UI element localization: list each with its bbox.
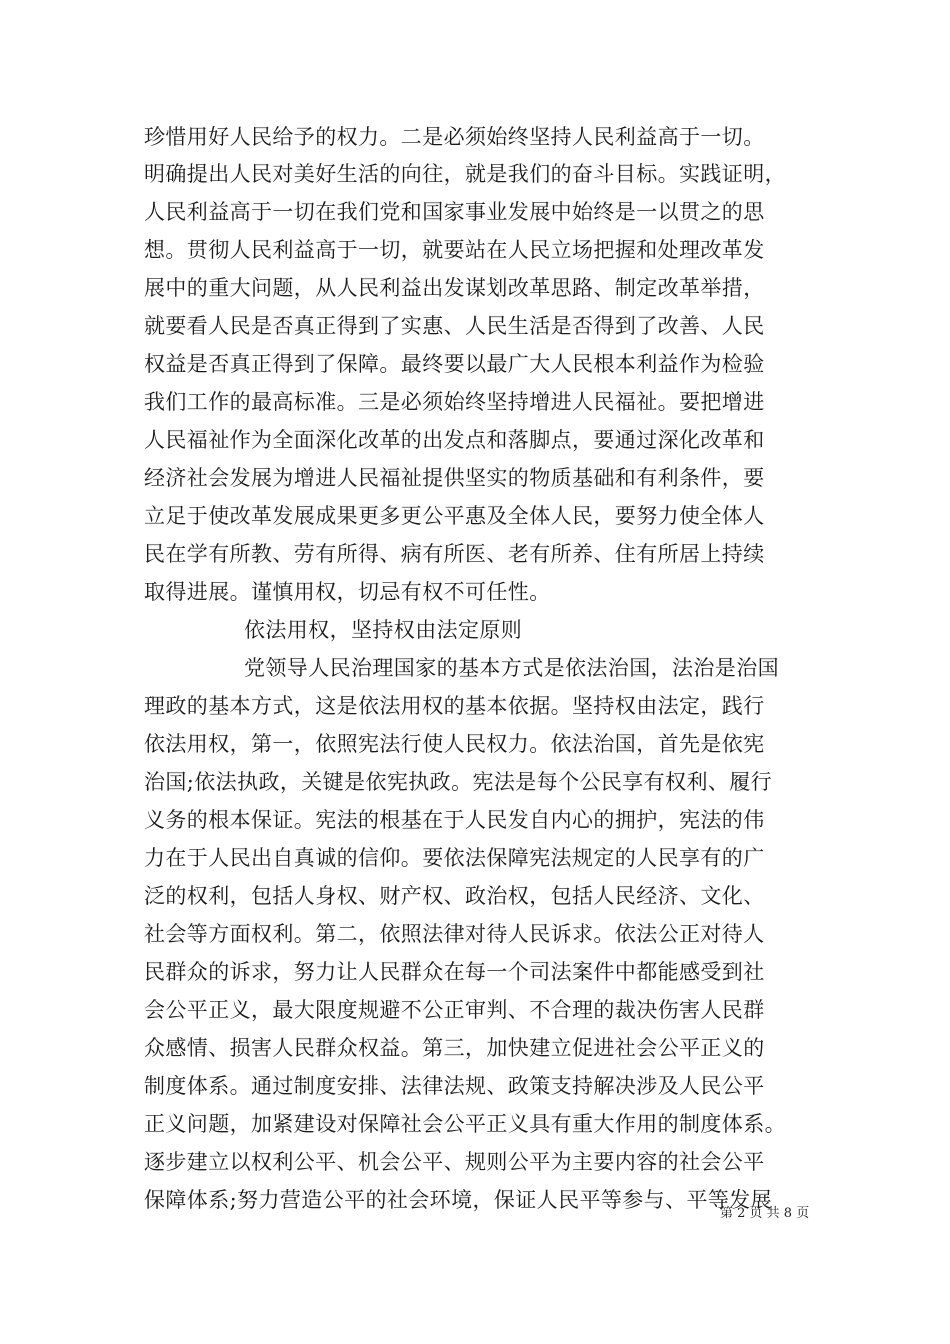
body-text-line: 经济社会发展为增进人民福祉提供坚实的物质基础和有利条件，要 <box>144 466 765 490</box>
body-text-line: 权益是否真正得到了保障。最终要以最广大人民根本利益作为检验 <box>144 352 765 376</box>
page-number-footer: 第 2 页 共 8 页 <box>720 1206 810 1221</box>
body-text-line: 力在于人民出自真诚的信仰。要依法保障宪法规定的人民享有的广 <box>144 846 765 870</box>
body-text-line: 保障体系;努力营造公平的社会环境，保证人民平等参与、平等发展 <box>144 1188 773 1212</box>
body-text-line: 我们工作的最高标准。三是必须始终坚持增进人民福祉。要把增进 <box>144 390 765 414</box>
body-text-line: 义务的根本保证。宪法的根基在于人民发自内心的拥护，宪法的伟 <box>144 808 765 832</box>
body-text-line: 取得进展。谨慎用权，切忌有权不可任性。 <box>144 580 551 604</box>
body-text-line: 就要看人民是否真正得到了实惠、人民生活是否得到了改善、人民 <box>144 314 765 338</box>
body-text-line: 人民福祉作为全面深化改革的出发点和落脚点，要通过深化改革和 <box>144 428 765 452</box>
body-text-line: 民群众的诉求，努力让人民群众在每一个司法案件中都能感受到社 <box>144 960 765 984</box>
body-text-line: 想。贯彻人民利益高于一切，就要站在人民立场把握和处理改革发 <box>144 238 765 262</box>
body-text-line: 泛的权利，包括人身权、财产权、政治权，包括人民经济、文化、 <box>144 884 765 908</box>
body-text-line: 社会等方面权利。第二，依照法律对待人民诉求。依法公正对待人 <box>144 922 765 946</box>
body-text-line: 理政的基本方式，这是依法用权的基本依据。坚持权由法定，践行 <box>144 694 765 718</box>
paragraph-first-line: 党领导人民治理国家的基本方式是依法治国，法治是治国 <box>244 656 779 680</box>
body-text-line: 众感情、损害人民群众权益。第三，加快建立促进社会公平正义的 <box>144 1036 765 1060</box>
body-text-line: 珍惜用好人民给予的权力。二是必须始终坚持人民利益高于一切。 <box>144 125 765 149</box>
body-text-line: 民在学有所教、劳有所得、病有所医、老有所养、住有所居上持续 <box>144 542 765 566</box>
body-text-line: 人民利益高于一切在我们党和国家事业发展中始终是一以贯之的思 <box>144 200 765 224</box>
body-text-line: 展中的重大问题，从人民利益出发谋划改革思路、制定改革举措， <box>144 276 765 300</box>
body-text-line: 逐步建立以权利公平、机会公平、规则公平为主要内容的社会公平 <box>144 1150 765 1174</box>
body-text-line: 依法用权，第一，依照宪法行使人民权力。依法治国，首先是依宪 <box>144 732 765 756</box>
section-heading: 依法用权，坚持权由法定原则 <box>244 618 523 642</box>
body-text-line: 立足于使改革发展成果更多更公平惠及全体人民，要努力使全体人 <box>144 504 765 528</box>
body-text-line: 明确提出人民对美好生活的向往，就是我们的奋斗目标。实践证明， <box>144 162 786 186</box>
body-text-line: 治国;依法执政，关键是依宪执政。宪法是每个公民享有权利、履行 <box>144 770 773 794</box>
body-text-line: 正义问题，加紧建设对保障社会公平正义具有重大作用的制度体系。 <box>144 1112 786 1136</box>
body-text-line: 制度体系。通过制度安排、法律法规、政策支持解决涉及人民公平 <box>144 1074 765 1098</box>
body-text-line: 会公平正义，最大限度规避不公正审判、不合理的裁决伤害人民群 <box>144 998 765 1022</box>
